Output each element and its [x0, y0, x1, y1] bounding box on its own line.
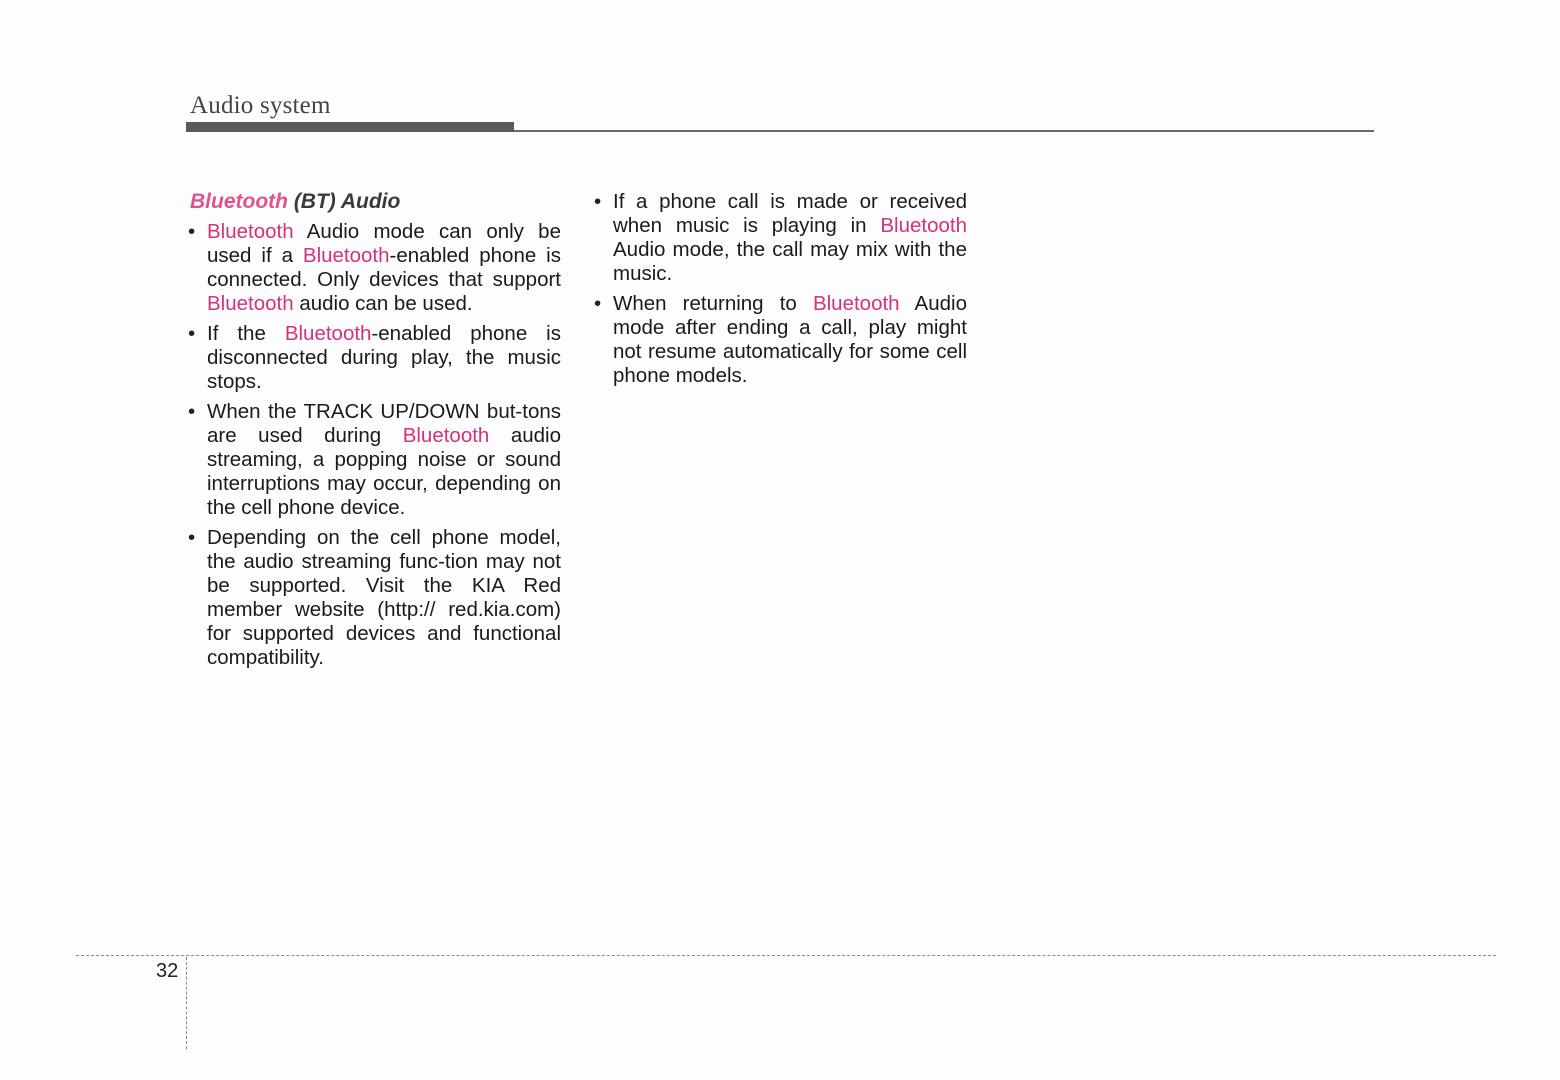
- right-column: [594, 190, 967, 394]
- bullet-text: audio streaming, a popping noise or sound interruptions may occur, depending on the cell phone device.: [207, 424, 562, 519]
- footer-divider: [76, 955, 1496, 956]
- bullet-text: If the: [207, 322, 285, 345]
- footer-margin-line: [186, 957, 187, 1049]
- bluetooth-term: Bluetooth: [812, 292, 900, 315]
- bullet-text: -enabled phone is connected. Only devices that support: [207, 244, 561, 291]
- subsection-heading: [190, 190, 561, 214]
- header-rule-thin: [514, 130, 1374, 132]
- bluetooth-term: Bluetooth: [402, 424, 490, 447]
- left-column: [188, 190, 561, 676]
- heading-bluetooth: Bluetooth: [190, 190, 288, 213]
- section-title: Audio system: [190, 92, 331, 119]
- bullet-text: Depending on the cell phone model, the audio streaming func-tion may not be supported. Visit the KIA Red member website (http:// red.kia.com) for supported devices and functional compatibility.: [207, 526, 561, 669]
- right-bullet-list: [594, 190, 967, 388]
- bullet-item: [188, 220, 561, 316]
- bullet-text: Audio mode after ending a call, play might not resume automatically for some cell phone models.: [613, 292, 967, 387]
- left-bullet-list: [188, 220, 561, 670]
- bullet-text: When the TRACK UP/DOWN but-tons are used during: [207, 400, 561, 447]
- bullet-text: If a phone call is made or received when music is playing in: [613, 190, 967, 237]
- bullet-item: [188, 526, 561, 670]
- bullet-text: audio can be used.: [293, 292, 473, 315]
- bullet-item: [594, 292, 967, 388]
- header-rule-thick: [186, 122, 514, 132]
- bullet-text: Audio mode can only be used if a: [207, 220, 561, 267]
- bullet-text: When returning to: [613, 292, 813, 315]
- bullet-text: Audio mode, the call may mix with the music.: [613, 238, 967, 285]
- bluetooth-term: Bluetooth: [880, 214, 967, 237]
- page-number: 32: [156, 960, 179, 982]
- bullet-text: -enabled phone is disconnected during play, the music stops.: [207, 322, 561, 393]
- bluetooth-term: Bluetooth: [207, 292, 294, 315]
- bullet-item: [594, 190, 967, 286]
- bullet-item: [188, 400, 561, 520]
- bullet-item: [188, 322, 561, 394]
- heading-rest: (BT) Audio: [287, 190, 401, 213]
- bluetooth-term: Bluetooth: [302, 244, 390, 267]
- bluetooth-term: Bluetooth: [284, 322, 372, 345]
- bluetooth-term: Bluetooth: [207, 220, 294, 243]
